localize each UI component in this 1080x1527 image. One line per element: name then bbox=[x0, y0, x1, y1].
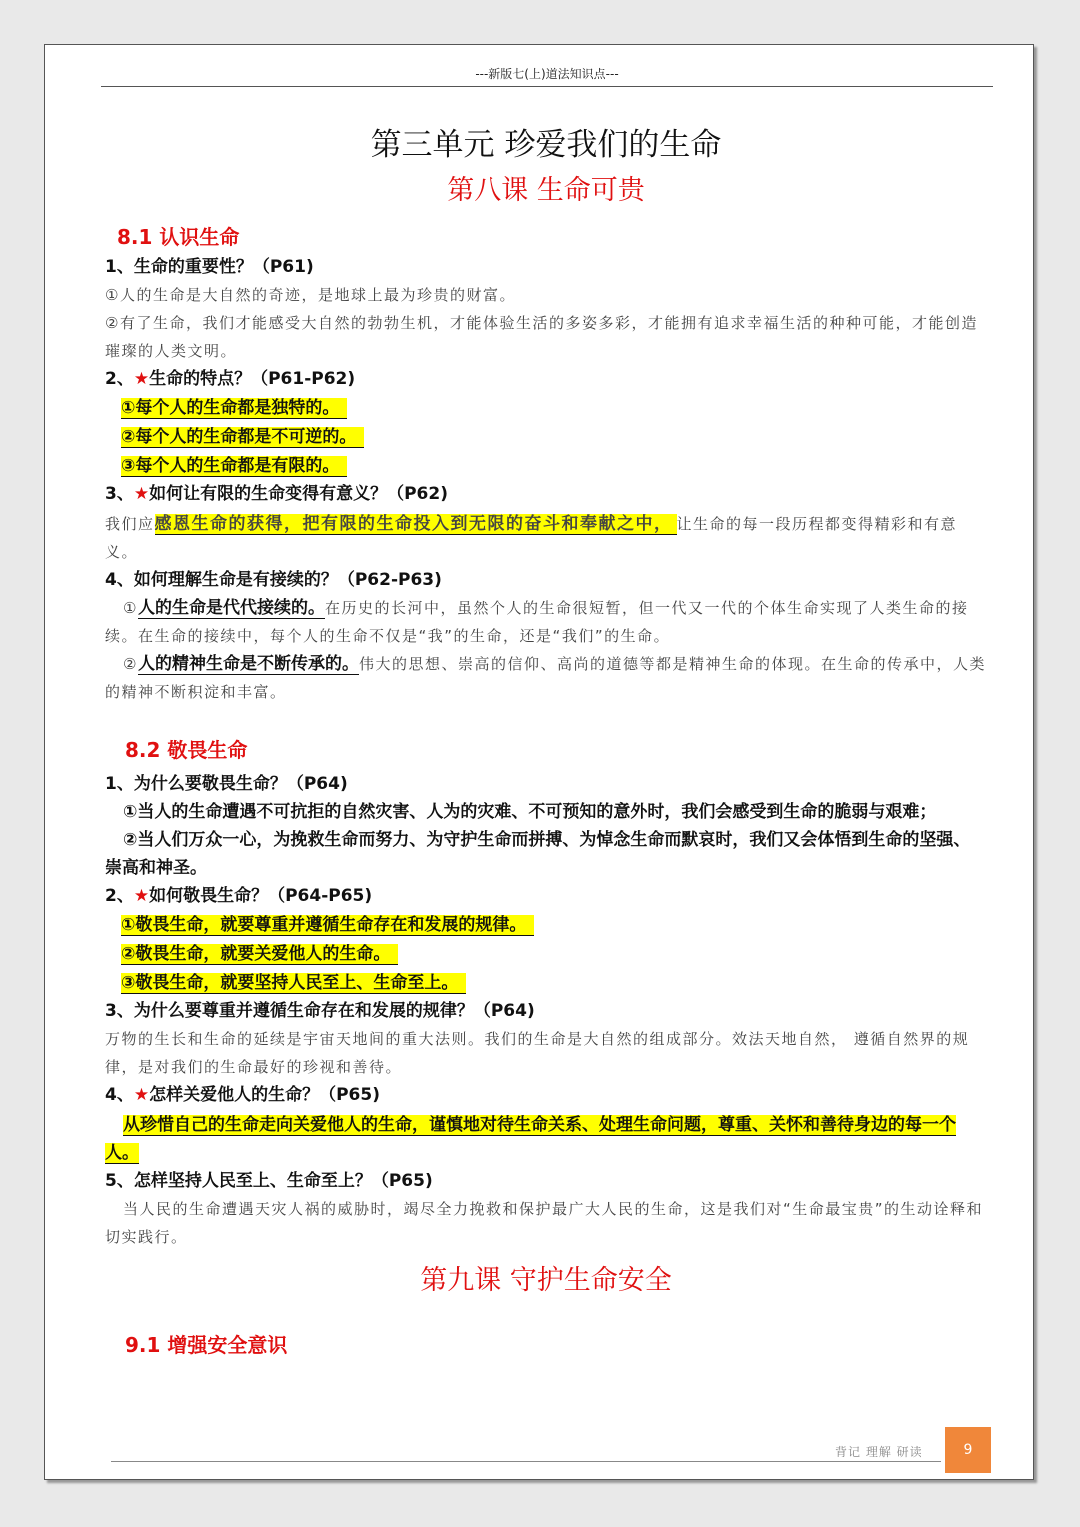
item-mark: ① bbox=[123, 599, 138, 617]
highlight-line bbox=[105, 968, 987, 997]
question-text: 如何敬畏生命？（P64-P65) bbox=[149, 886, 373, 906]
answer-text: 当人民的生命遭遇天灾人祸的威胁时，竭尽全力挽救和保护最广大人民的生命，这是我们对“生命最宝贵”的生动诠释和切实践行。 bbox=[105, 1200, 984, 1246]
answer-text bbox=[105, 510, 987, 566]
answer-rest: 在历史的长河中，虽然个人的生命很短暂，但一代又一代的个体生命实现了人类生命的接续。在生命的接续中，每个人的生命不仅是“我”的生命，还是“我们”的生命。 bbox=[105, 599, 969, 645]
section-8-2-title: 8.2 敬畏生命 bbox=[125, 738, 248, 762]
answer-text: ①当人的生命遭遇不可抗拒的自然灾害、人为的灾难、不可预知的意外时，我们会感受到生命的脆弱与艰难； bbox=[123, 802, 937, 822]
question-number: 3、 bbox=[105, 484, 134, 504]
question-8-1-1: 1、生命的重要性？（P61) bbox=[105, 257, 314, 277]
question-text: 怎样关爱他人的生命？（P65) bbox=[149, 1085, 380, 1105]
question-8-1-4: 4、如何理解生命是有接续的？（P62-P63) bbox=[105, 570, 442, 590]
star-icon: ★ bbox=[133, 484, 150, 504]
question-8-2-2 bbox=[105, 882, 987, 910]
lesson-8-title: 第八课 生命可贵 bbox=[447, 175, 645, 206]
section-8-1-title: 8.1 认识生命 bbox=[117, 225, 240, 249]
question-8-2-5: 5、怎样坚持人民至上、生命至上？（P65) bbox=[105, 1171, 433, 1191]
footer-motto: 背记 理解 研读 bbox=[835, 1445, 923, 1459]
document-page bbox=[44, 44, 1034, 1480]
unit-title: 第三单元 珍爱我们的生命 bbox=[370, 127, 722, 163]
bold-text: 人的精神生命是不断传承的。 bbox=[137, 654, 359, 674]
question-number: 2、 bbox=[105, 369, 134, 389]
question-text: 生命的特点？（P61-P62) bbox=[149, 369, 356, 389]
answer-prefix: 我们应 bbox=[105, 515, 155, 533]
highlighted-text: ③敬畏生命，就要坚持人民至上、生命至上。 bbox=[121, 973, 466, 994]
question-8-1-3 bbox=[105, 480, 987, 508]
answer-suffix: 让生命的每一段历程都变得精彩和有意义。 bbox=[105, 515, 958, 561]
question-number: 4、 bbox=[105, 1085, 134, 1105]
bold-text: 人的生命是代代接续的。 bbox=[137, 598, 325, 618]
question-text: 如何让有限的生命变得有意义？（P62) bbox=[149, 484, 448, 504]
answer-rest: 伟大的思想、崇高的信仰、高尚的道德等都是精神生命的体现。在生命的传承中，人类的精神不断积淀和丰富。 bbox=[105, 655, 986, 701]
section-9-1-title: 9.1 增强安全意识 bbox=[125, 1333, 288, 1357]
highlighted-text: 感恩生命的获得，把有限的生命投入到无限的奋斗和奉献之中， bbox=[155, 514, 677, 535]
highlight-line bbox=[105, 422, 987, 451]
highlighted-text: ①每个人的生命都是独特的。 bbox=[121, 398, 347, 419]
highlight-paragraph bbox=[105, 1111, 987, 1167]
lesson-9-title: 第九课 守护生命安全 bbox=[420, 1265, 672, 1296]
star-icon: ★ bbox=[133, 369, 150, 389]
question-8-2-1: 1、为什么要敬畏生命？（P64) bbox=[105, 774, 348, 794]
highlight-line bbox=[105, 451, 987, 480]
answer-text bbox=[105, 650, 987, 706]
answer-text: ②当人们万众一心，为挽救生命而努力、为守护生命而拼搏、为悼念生命而默哀时，我们又会体悟到生命的坚强、崇高和神圣。 bbox=[105, 830, 971, 878]
answer-text: 万物的生长和生命的延续是宇宙天地间的重大法则。我们的生命是大自然的组成部分。效法天地自然， 遵循自然界的规律，是对我们的生命最好的珍视和善待。 bbox=[105, 1030, 970, 1076]
item-mark: ② bbox=[123, 655, 138, 673]
answer-text bbox=[105, 594, 987, 650]
star-icon: ★ bbox=[133, 1085, 150, 1105]
page-content bbox=[105, 117, 987, 1361]
answer-text: ①人的生命是大自然的奇迹，是地球上最为珍贵的财富。 bbox=[105, 286, 516, 304]
question-8-1-2 bbox=[105, 365, 987, 393]
question-8-2-3: 3、为什么要尊重并遵循生命存在和发展的规律？（P64) bbox=[105, 1001, 535, 1021]
question-8-2-4 bbox=[105, 1081, 987, 1109]
highlighted-text: 从珍惜自己的生命走向关爱他人的生命，谨慎地对待生命关系、处理生命问题，尊重、关怀和善待身边的每一个人。 bbox=[105, 1115, 956, 1163]
page-header: ---新版七(上)道法知识点--- bbox=[101, 65, 993, 87]
highlight-line bbox=[105, 393, 987, 422]
answer-text: ②有了生命，我们才能感受大自然的勃勃生机，才能体验生活的多姿多彩，才能拥有追求幸福生活的种种可能，才能创造璀璨的人类文明。 bbox=[105, 314, 978, 360]
page-number-badge: 9 bbox=[945, 1427, 991, 1473]
question-number: 2、 bbox=[105, 886, 134, 906]
highlighted-text: ③每个人的生命都是有限的。 bbox=[121, 456, 347, 477]
highlight-line bbox=[105, 910, 987, 939]
highlight-line bbox=[105, 939, 987, 968]
highlighted-text: ①敬畏生命，就要尊重并遵循生命存在和发展的规律。 bbox=[121, 915, 534, 936]
footer-divider bbox=[111, 1461, 941, 1462]
highlighted-text: ②每个人的生命都是不可逆的。 bbox=[121, 427, 364, 448]
highlighted-text: ②敬畏生命，就要关爱他人的生命。 bbox=[121, 944, 398, 965]
star-icon: ★ bbox=[133, 886, 150, 906]
